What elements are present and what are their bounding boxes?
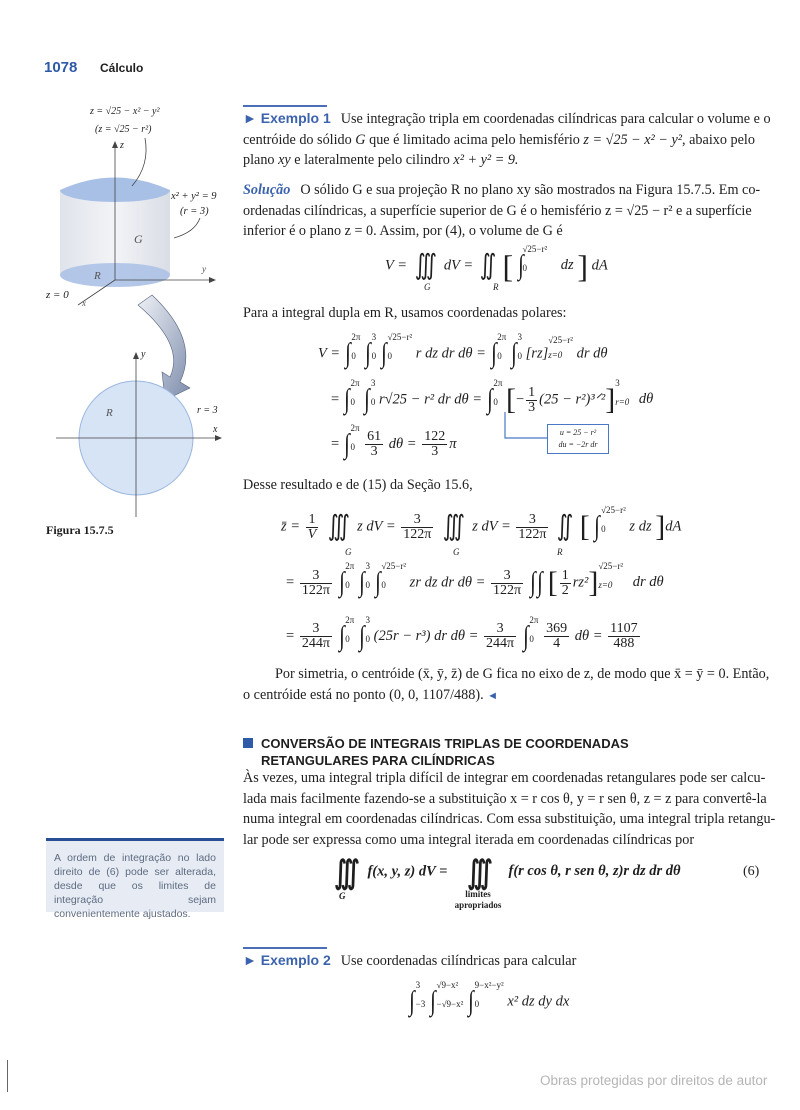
p2-frac-n: 1 (528, 384, 536, 400)
c1-sub-g2: G (453, 547, 460, 557)
p1-l4: 0 (497, 351, 502, 361)
c1-f1n: 1 (306, 513, 319, 528)
p2-bsup: 3 (615, 378, 620, 388)
example1-line2e: , abaixo pelo (682, 131, 755, 148)
disk-y-label: y (141, 349, 146, 360)
centroid-intro: Desse resultado e de (15) da Seção 15.6, (243, 477, 473, 493)
c2-f2n: 3 (491, 569, 523, 584)
example1-line2a: centróide do sólido (243, 131, 356, 148)
c2-t1: zr dz dr dθ = (409, 574, 486, 591)
disk-diagram (40, 350, 240, 530)
solution-paragraph (243, 180, 763, 242)
y-axis-arrow-icon (209, 277, 216, 283)
eq-sub-r: R (493, 282, 499, 292)
c2-inner: rz² (572, 574, 589, 591)
centroid-equation-2: = $\frac{3}{122\pi}$ ∫ 2π 0 ∫ 3 0 ∫ √25−r² 0 zr dz dr dθ = $\frac{3}{122\pi}$ ∫∫ [ $\frac{1}{2}$ rz²] √25−r² z=0 dr dθ (286, 561, 664, 599)
c3-f1d: 244π (301, 636, 330, 651)
c3-l2: 0 (365, 633, 371, 644)
end-of-example-icon: ◄ (487, 689, 499, 702)
symmetry-paragraph (243, 664, 770, 706)
section-body-line1: Às vezes, uma integral tripla difícil de integrar em coordenadas retangulares pode ser calcu- (243, 770, 766, 786)
example2-label-text: Exemplo 2 (260, 952, 331, 968)
formula-lhs: f(x, y, z) dV = (367, 863, 448, 880)
p1-lhs: V = (318, 345, 341, 362)
p2-l2: 0 (370, 397, 376, 407)
formula-rhs: f(r cos θ, r sen θ, z)r dz dr dθ (508, 863, 681, 880)
formula-rhs-integral: ∭ (467, 854, 493, 890)
y-axis-label: y (202, 264, 206, 274)
symmetry-line2: o centróide está no ponto (0, 0, 1107/488). (243, 686, 484, 703)
region-label: R (94, 270, 101, 282)
section-body-line2: lada mais facilmente fazendo-se a substituição x = r cos θ, y = r sen θ, z = z para convertê-la (243, 790, 767, 807)
c1-f3d: 122π (518, 526, 547, 542)
solution-line1: O sólido G e sua projeção R no plano xy são mostrados na Figura 15.7.5. Em co- (300, 182, 761, 198)
c1-f2d: 122π (403, 526, 432, 542)
example1-text (243, 108, 771, 171)
p1-bsup: √25−r² (548, 335, 573, 345)
formula-sub-limits (448, 889, 508, 911)
margin-note: A ordem de integração no lado direito de (6) pode ser alterada, desde que os limites de integração sejam convenientemente ajustados. (46, 838, 224, 912)
ex2-l2: −√9−x² (436, 999, 464, 1009)
c1-sub-g1: G (345, 547, 352, 557)
running-title: Cálculo (100, 61, 144, 75)
p1-integrand: r dz dr dθ = (415, 345, 486, 362)
substitution-line1: u = 25 − r² (559, 428, 597, 437)
p2-frac-d: 3 (528, 399, 536, 415)
disk-y-arrow-icon (133, 352, 139, 359)
c1-f2n: 3 (401, 513, 433, 528)
example1-line2c: que é limitado acima pelo hemisfério (365, 131, 584, 148)
example2-intro: Use coordenadas cilíndricas para calcular (340, 953, 577, 969)
p1-l5: 0 (517, 351, 523, 361)
substitution-box (547, 424, 609, 454)
c2-tail: dr dθ (632, 574, 664, 591)
example1-line3b: xy (278, 152, 291, 168)
c1-t2: z dV = (472, 518, 511, 535)
hemisphere-polar-label: (z = √25 − r²) (95, 124, 152, 135)
example1-line3c: e lateralmente pelo cilindro (290, 152, 454, 168)
hemisphere-pointer (132, 138, 146, 186)
c3-u2: 3 (365, 614, 371, 625)
example1-line2d: z = √25 − x² − y² (583, 131, 683, 148)
p1-bracket: [rz] (525, 345, 549, 362)
c2-lhs: = (286, 574, 295, 591)
formula-sub-limits-2: apropriados (454, 900, 502, 910)
centroid-equation-3: = $\frac{3}{244\pi}$ ∫ 2π 0 ∫ 3 0 (25r − r³) dr dθ = $\frac{3}{244\pi}$ ∫ 2π 0 $\frac{369}{4}$ dθ = $\frac{1107}{488}$ (286, 614, 638, 652)
p1-l2: 0 (371, 351, 377, 361)
polar-equation-3: = ∫ 2π 0 $\frac{61}{3}$ dθ = $\frac{122}{3}$ π (331, 422, 457, 460)
cylinder-radius-label: (r = 3) (180, 206, 209, 217)
triple-integral-sign: ∭ (414, 250, 437, 281)
p2-l3: 0 (493, 397, 498, 407)
figure-caption: Figura 15.7.5 (46, 523, 114, 537)
p3-frac1-n: 61 (367, 429, 382, 444)
polar-equation-2: = ∫ 2π 0 ∫ 3 0 r√25 − r² dr dθ = ∫ 2π 0 [− $\frac{1}{3}$ (25 − r²)³ᐟ²] 3 r=0 dθ (331, 378, 654, 416)
solution-line3: inferior é o plano z = 0. Assim, por (4), o volume de G é (243, 223, 563, 239)
disk-region-label: R (106, 407, 113, 419)
eq-upper-limit: √25−r² (522, 244, 548, 254)
example1-label: ► Exemplo 1 (243, 110, 331, 126)
p2-bsub: r=0 (615, 397, 630, 407)
example1-line3a: plano (243, 152, 279, 168)
page-number: 1078 (44, 59, 78, 76)
disk-x-arrow-icon (215, 435, 222, 441)
polar-intro: Para a integral dupla em R, usamos coordenadas polares: (243, 305, 567, 321)
p1-tail: dr dθ (576, 345, 608, 362)
cylinder-pointer (174, 218, 200, 238)
p1-u4: 2π (497, 332, 507, 342)
c1-lower: 0 (601, 524, 606, 534)
p1-l1: 0 (351, 351, 356, 361)
section-title-line1: CONVERSÃO DE INTEGRAIS TRIPLAS DE COORDENADAS (261, 736, 629, 751)
example1-line2b: G (355, 131, 366, 148)
ex2-u1: 3 (415, 980, 421, 990)
bracket-open: [ (502, 248, 514, 284)
p2-u1: 2π (350, 378, 360, 388)
page-edge-bar (7, 1060, 8, 1092)
section-body-line4: lar pode ser expressa como uma integral iterada em coordenadas cilíndricas por (243, 831, 695, 848)
eq-da: dA (591, 257, 608, 274)
c3-l1: 0 (345, 633, 350, 644)
p1-u1: 2π (351, 332, 361, 342)
eq-lhs: V = (385, 257, 408, 274)
p3-frac2-d: 3 (431, 444, 439, 459)
double-integral-sign: ∬ (479, 250, 497, 281)
formula-number: (6) (743, 864, 760, 879)
p3-l1: 0 (350, 441, 355, 452)
p2-inner: (25 − r²)³ᐟ² (539, 391, 606, 408)
section-square-icon (243, 738, 253, 748)
p3-lhs: = (331, 435, 340, 452)
p1-u3: √25−r² (387, 332, 413, 342)
c2-l1: 0 (345, 580, 350, 590)
c2-l3: 0 (381, 580, 386, 590)
c1-da: dA (665, 518, 682, 535)
p3-frac1-d: 3 (370, 444, 378, 459)
eq-integrand: dz (560, 257, 574, 274)
disk-radius-label: r = 3 (197, 405, 218, 416)
c3-t2: dθ = (574, 627, 603, 644)
c3-f2d: 244π (486, 636, 515, 651)
copyright-watermark: Obras protegidas por direitos de autor (540, 1073, 768, 1088)
c1-f1d: V (307, 526, 317, 542)
ex2-u2: √9−x² (436, 980, 459, 990)
bracket-close: ] (577, 248, 588, 284)
c3-f3n: 369 (546, 621, 568, 636)
eq-dv: dV = (443, 257, 474, 274)
c3-f4n: 1107 (610, 621, 638, 636)
ex2-integrand: x² dz dy dx (507, 993, 570, 1010)
section-body (243, 768, 776, 850)
ex2-u3: 9−x²−y² (474, 980, 504, 990)
c1-f3n: 3 (516, 513, 548, 528)
example1-rule (243, 105, 327, 107)
p2-integrand: r√25 − r² dr dθ = (378, 391, 483, 408)
p3-mid: dθ = (388, 435, 417, 452)
solution-label: Solução (243, 182, 291, 198)
section-body-line3: numa integral em coordenadas cilíndricas. Com essa substituição, uma integral tripla retangu- (243, 811, 776, 827)
p3-u1: 2π (350, 422, 360, 433)
p2-u3: 2π (493, 378, 503, 388)
solid-label: G (134, 232, 143, 246)
solution-line2: ordenadas cilíndricas, a superfície superior de G é o hemisfério z = √25 − r² e a superfície (243, 202, 752, 219)
c1-integrand: z dz (629, 518, 652, 535)
disk-x-label: x (213, 424, 218, 435)
c1-lhs: z̄ = (281, 518, 301, 535)
example2-rule (243, 947, 327, 949)
plane-label: z = 0 (46, 289, 69, 301)
c2-hn: 1 (561, 567, 569, 583)
c3-u1: 2π (345, 614, 355, 625)
symmetry-line1: Por simetria, o centróide (x̄, ȳ, z̄) de G fica no eixo de z, de modo que x̄ = ȳ = 0. Então, (275, 666, 770, 682)
p1-l3: 0 (387, 351, 392, 361)
example2-label: ► Exemplo 2 (243, 952, 331, 968)
c3-f3d: 4 (553, 636, 561, 651)
section-heading (243, 735, 763, 769)
c3-f1n: 3 (300, 622, 332, 637)
c2-u1: 2π (345, 561, 355, 571)
substitution-connector (500, 412, 550, 442)
c3-lhs: = (286, 627, 295, 644)
p2-tail: dθ (638, 391, 654, 408)
c2-hd: 2 (561, 582, 569, 598)
example2-text (243, 950, 576, 972)
z-axis-arrow-icon (112, 141, 118, 148)
c3-l3: 0 (529, 633, 534, 644)
formula-6 (330, 856, 681, 888)
p1-u5: 3 (517, 332, 523, 342)
p3-frac2-n: 122 (424, 429, 446, 444)
example1-label-text: Exemplo 1 (260, 110, 331, 126)
c2-bsub: z=0 (598, 580, 613, 590)
formula-sub-g: G (339, 891, 346, 901)
c2-f2d: 122π (493, 582, 522, 598)
z-axis-label: z (120, 140, 124, 151)
formula-sub-limits-1: limites (465, 889, 491, 899)
c1-upper: √25−r² (601, 505, 626, 515)
x-axis-label: x (82, 298, 86, 308)
c2-u3: √25−r² (381, 561, 407, 571)
p3-tail: π (449, 435, 457, 452)
c1-sub-r: R (557, 547, 563, 557)
c2-u2: 3 (365, 561, 371, 571)
figure-15-7-5 (40, 100, 240, 520)
c3-t1: (25r − r³) dr dθ = (373, 627, 479, 644)
hemisphere-label: z = √25 − x² − y² (90, 106, 160, 117)
cylinder-label: x² + y² = 9 (171, 191, 217, 202)
p1-bsub: z=0 (548, 350, 563, 360)
ex2-l3: 0 (474, 999, 480, 1009)
c2-l2: 0 (365, 580, 371, 590)
c1-t1: z dV = (357, 518, 396, 535)
p2-lhs: = (331, 391, 340, 408)
example1-line1: Use integração tripla em coordenadas cilíndricas para calcular o volume e o (340, 111, 771, 127)
eq-sub-g: G (424, 282, 431, 292)
substitution-line2: du = −2r dr (558, 440, 598, 449)
p1-u2: 3 (371, 332, 377, 342)
c3-u3: 2π (529, 614, 539, 625)
c2-f1n: 3 (300, 569, 332, 584)
polar-equation-1: V = ∫ 2π 0 ∫ 3 0 ∫ √25−r² 0 r dz dr dθ = ∫ 2π 0 ∫ 3 0 [rz] √25−r² z=0 dr dθ (318, 332, 608, 369)
c2-bsup: √25−r² (598, 561, 624, 571)
p2-l1: 0 (350, 397, 355, 407)
section-title-line2: RETANGULARES PARA CILÍNDRICAS (261, 753, 495, 768)
c3-f4d: 488 (613, 636, 635, 651)
volume-equation: V = ∭ dV = ∬ [ ∫ √25−r² 0 dz ] dA (385, 244, 608, 284)
c2-f1d: 122π (301, 582, 330, 598)
eq-lower-limit: 0 (522, 263, 527, 273)
formula-lhs-integral: ∭ (334, 854, 360, 890)
ex2-l1: −3 (415, 999, 426, 1009)
c3-f2n: 3 (484, 622, 516, 637)
example1-line3d: x² + y² = 9. (453, 152, 519, 168)
example2-integral: ∫ 3 −3 ∫ √9−x² −√9−x² ∫ 9−x²−y² 0 x² dz dy dx (408, 980, 570, 1017)
p2-u2: 3 (370, 378, 376, 388)
centroid-equation-1: z̄ = $\frac{1}{V}$ ∭ z dV = $\frac{3}{122\pi}$ ∭ z dV = $\frac{3}{122\pi}$ ∬ [ ∫ √25−r² 0 z dz ]dA (281, 505, 682, 543)
